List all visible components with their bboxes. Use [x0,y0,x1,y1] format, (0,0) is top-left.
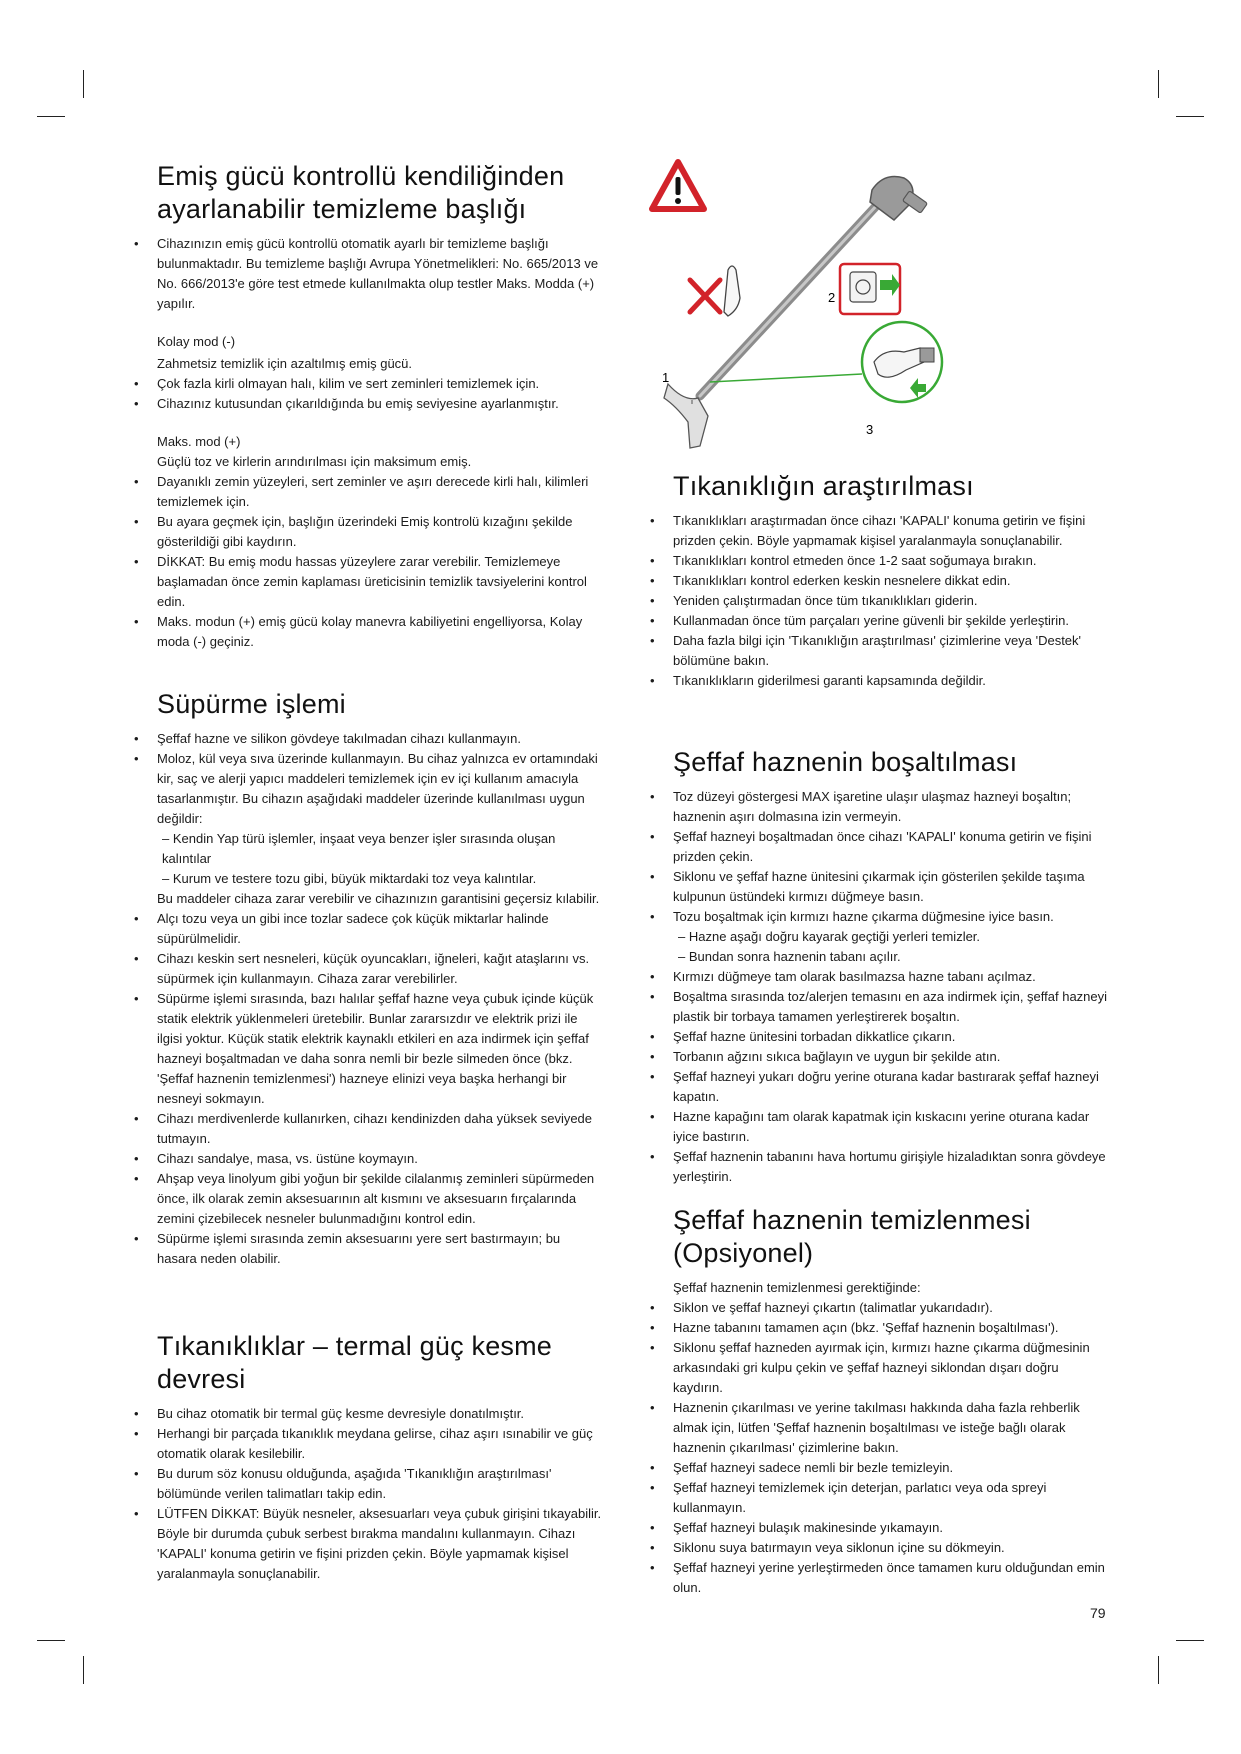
bullet-list [648,1298,1108,1598]
list-item: • Hazne tabanını tamamen açın (bkz. 'Şeffaf haznenin boşaltılması'). [648,1318,1108,1338]
list-item: • Süpürme işlemi sırasında, bazı halılar şeffaf hazne veya çubuk içinde küçük statik elektrik yüklenmeleri üretebilir. Bunlar zararsızdır ve elektrik prizi ile ilgisi yoktur. Küçük statik elektrik kaynaklı etkileri en aza indirmek için şeffaf hazneyi boşaltmadan ve daha sonra nemli bir bezle silmeden önce (bkz. 'Şeffaf haznenin temizlenmesi') hazneye elinizi veya başka herhangi bir nesneyi sokmayın. [132,989,602,1109]
bin-cleaning-section [648,1204,1108,1598]
list-item: • Maks. modun (+) emiş gücü kolay manevra kabiliyetini engelliyorsa, Kolay moda (-) geçiniz. [132,612,602,652]
list-item: • Siklonu şeffaf hazneden ayırmak için, kırmızı hazne çıkarma düğmesinin arkasındaki gri kulpu çekin ve şeffaf hazneyi siklondan dışarı doğru kaydırın. [648,1338,1108,1398]
list-item: • Cihazı sandalye, masa, vs. üstüne koymayın. [132,1149,602,1169]
list-item: • Cihazınız kutusundan çıkarıldığında bu emiş seviyesine ayarlanmıştır. [132,394,602,414]
list-item: • Cihazı merdivenlerde kullanırken, cihazı kendinizden daha yüksek seviyede tutmayın. [132,1109,602,1149]
list-item: • Cihazınızın emiş gücü kontrollü otomatik ayarlı bir temizleme başlığı bulunmaktadır. Bu temizleme başlığı Avrupa Yönetmelikleri: No. 665/2013 ve No. 666/2013'e göre test etmede kullanılmakta olup testler Maks. Modda (+) yapılır. [132,234,602,314]
bullet-list [132,472,602,652]
bullet-list [132,909,602,1269]
section-title: Süpürme işlemi [157,689,346,719]
list-item: • Ahşap veya linolyum gibi yoğun bir şekilde cilalanmış zeminleri süpürmeden önce, ilk olarak zemin aksesuarının alt kısmını ve aksesuarın fırçalarında zemini çizebilecek nesneler bulunmadığını kontrol edin. [132,1169,602,1229]
crop-mark [37,116,65,117]
list-item: • Bu cihaz otomatik bir termal güç kesme devresiyle donatılmıştır. [132,1404,602,1424]
mode-description: Güçlü toz ve kirlerin arındırılması için maksimum emiş. [157,454,472,469]
callout-label: 1 [662,370,670,385]
list-item: • Dayanıklı zemin yüzeyleri, sert zeminler ve aşırı derecede kirli halı, kilimleri temizlemek için. [132,472,602,512]
list-item: • Şeffaf hazneyi yerine yerleştirmeden önce tamamen kuru olduğundan emin olun. [648,1558,1108,1598]
list-item: • Haznenin çıkarılması ve yerine takılması hakkında daha fazla rehberlik almak için, lütfen 'Şeffaf haznenin boşaltılması ve isteğe bağlı olarak haznenin çıkarılması' çizimlerine bakın. [648,1398,1108,1458]
callout-label: 2 [828,290,836,305]
list-item: • Çok fazla kirli olmayan halı, kilim ve sert zeminleri temizlemek için. [132,374,602,394]
page-number: 79 [1090,1605,1106,1621]
blockage-check-section [648,470,1108,691]
bullet-list [648,511,1108,691]
warning-icon [652,162,704,209]
list-item: • Tıkanıklıkları kontrol etmeden önce 1-2 saat soğumaya bırakın. [648,551,1108,571]
list-item: • Hazne kapağını tam olarak kapatmak için kıskacını yerine oturana kadar iyice bastırın. [648,1107,1108,1147]
list-item: • Torbanın ağzını sıkıca bağlayın ve uygun bir şekilde atın. [648,1047,1108,1067]
crop-mark [1176,116,1204,117]
list-item: • Tıkanıklıkları kontrol ederken keskin nesnelere dikkat edin. [648,571,1108,591]
mode-description: Zahmetsiz temizlik için azaltılmış emiş gücü. [157,356,413,371]
list-item: • Süpürme işlemi sırasında zemin aksesuarını yere sert bastırmayın; bu hasara neden olabilir. [132,1229,602,1269]
bullet-list [648,787,1108,1187]
list-item: • Siklonu ve şeffaf hazne ünitesini çıkarmak için gösterilen şekilde taşıma kulpunun üstündeki kırmızı düğmeye basın. [648,867,1108,907]
callout-label: 3 [866,422,874,437]
bullet-list [132,1404,602,1584]
list-item: • Tozu boşaltmak için kırmızı hazne çıkarma düğmesine iyice basın. [648,907,1108,927]
list-item: • Toz düzeyi göstergesi MAX işaretine ulaşır ulaşmaz hazneyi boşaltın; haznenin aşırı dolmasına izin vermeyin. [648,787,1108,827]
vacuuming-section [132,688,602,1269]
paragraph: Şeffaf haznenin temizlenmesi gerektiğinde: [673,1280,921,1295]
list-item: • Şeffaf hazneyi sadece nemli bir bezle temizleyin. [648,1458,1108,1478]
bullet-list [132,374,602,414]
mode-heading-max: Maks. mod (+) [157,434,241,449]
crop-mark [83,1656,84,1684]
unplug-icon [840,264,900,314]
list-item: • Şeffaf hazneyi yukarı doğru yerine oturana kadar bastırarak şeffaf hazneyi kapatın. [648,1067,1108,1107]
list-item: • Kırmızı düğmeye tam olarak basılmazsa hazne tabanı açılmaz. [648,967,1108,987]
list-item: • Şeffaf hazneyi boşaltmadan önce cihazı 'KAPALI' konuma getirin ve fişini prizden çekin. [648,827,1108,867]
list-item: • Bu ayara geçmek için, başlığın üzerindeki Emiş kontrolü kızağını şekilde gösterildiği gibi kaydırın. [132,512,602,552]
list-item: • Moloz, kül veya sıva üzerinde kullanmayın. Bu cihaz yalnızca ev ortamındaki kir, saç ve alerji yapıcı maddeleri temizlemek için ev içi kullanım amacıyla tasarlanmıştır. Bu cihazın aşağıdaki maddeler üzerinde kullanılması uygun değildir: [132,749,602,829]
section-title: Tıkanıklığın araştırılması [673,471,974,501]
list-item: • Şeffaf hazneyi temizlemek için deterjan, parlatıcı veya oda spreyi kullanmayın. [648,1478,1108,1518]
do-not-touch-icon [690,266,740,316]
crop-mark [1158,70,1159,98]
list-item: • Siklonu suya batırmayın veya siklonun içine su dökmeyin. [648,1538,1108,1558]
section-title: Emiş gücü kontrollü kendiliğinden ayarlanabilir temizleme başlığı [157,161,565,224]
list-item: • Herhangi bir parçada tıkanıklık meydana gelirse, cihaz aşırı ısınabilir ve güç otomatik olarak kesilebilir. [132,1424,602,1464]
list-item: • Şeffaf hazne ve silikon gövdeye takılmadan cihazı kullanmayın. [132,729,602,749]
list-item: • Tıkanıklıkların giderilmesi garanti kapsamında değildir. [648,671,1108,691]
crop-mark [37,1640,65,1641]
crop-mark [83,70,84,98]
list-item: • Şeffaf hazne ünitesini torbadan dikkatlice çıkarın. [648,1027,1108,1047]
list-item: • Şeffaf haznenin tabanını hava hortumu girişiyle hizaladıktan sonra gövdeye yerleştirin. [648,1147,1108,1187]
sub-list-item: – Hazne aşağı doğru kayarak geçtiği yerleri temizler. [678,929,981,944]
sub-list-item: – Kendin Yap türü işlemler, inşaat veya benzer işler sırasında oluşan kalıntılar [162,831,556,866]
list-item: • Yeniden çalıştırmadan önce tüm tıkanıklıkları giderin. [648,591,1108,611]
list-item: • Boşaltma sırasında toz/alerjen temasını en aza indirmek için, şeffaf hazneyi plastik bir torbaya tamamen yerleştirerek boşaltın. [648,987,1108,1027]
bullet-list [132,729,602,889]
list-item: • Bu durum söz konusu olduğunda, aşağıda 'Tıkanıklığın araştırılması' bölümünde verilen talimatları takip edin. [132,1464,602,1504]
list-item: • Alçı tozu veya un gibi ince tozlar sadece çok küçük miktarlar halinde süpürülmelidir. [132,909,602,949]
thermal-cutout-section [132,1330,602,1584]
section-title: Tıkanıklıklar – termal güç kesme devresi [157,1331,553,1394]
sub-list-item: – Bundan sonra haznenin tabanı açılır. [678,949,901,964]
suction-head-section [132,160,602,652]
list-item: • Tıkanıklıkları araştırmadan önce cihazı 'KAPALI' konuma getirin ve fişini prizden çekin. Böyle yapmamak kişisel yaralanmayla sonuçlanabilir. [648,511,1108,551]
mode-heading-easy: Kolay mod (-) [157,334,236,349]
section-title: Şeffaf haznenin boşaltılması [673,747,1018,777]
blockage-illustration [648,152,993,457]
crop-mark [1176,1640,1204,1641]
list-item: • DİKKAT: Bu emiş modu hassas yüzeylere zarar verebilir. Temizlemeye başlamadan önce zemin kaplaması üreticisinin temizlik tavsiyelerini kontrol edin. [132,552,602,612]
list-item: • Daha fazla bilgi için 'Tıkanıklığın araştırılması' çizimlerine veya 'Destek' bölümüne bakın. [648,631,1108,671]
list-item: • LÜTFEN DİKKAT: Büyük nesneler, aksesuarları veya çubuk girişini tıkayabilir. Böyle bir durumda çubuk serbest bırakma mandalını kullanmayın. Cihazı 'KAPALI' konuma getirin ve fişini prizden çekin. Böyle yapmamak kişisel yaralanmayla sonuçlanabilir. [132,1504,602,1584]
list-item: • Cihazı keskin sert nesneleri, küçük oyuncakları, iğneleri, kağıt ataşlarını vs. süpürmek için kullanmayın. Cihaza zarar verebilirler. [132,949,602,989]
head-detach-icon [862,322,942,402]
paragraph: Bu maddeler cihaza zarar verebilir ve cihazınızın garantisini geçersiz kılabilir. [157,891,600,906]
list-item: • Siklon ve şeffaf hazneyi çıkartın (talimatlar yukarıdadır). [648,1298,1108,1318]
bullet-list [132,234,602,314]
crop-mark [1158,1656,1159,1684]
section-title: Şeffaf haznenin temizlenmesi (Opsiyonel) [673,1205,1031,1268]
list-item: • Şeffaf hazneyi bulaşık makinesinde yıkamayın. [648,1518,1108,1538]
bin-emptying-section [648,746,1108,1187]
list-item: • Kullanmadan önce tüm parçaları yerine güvenli bir şekilde yerleştirin. [648,611,1108,631]
sub-list-item: – Kurum ve testere tozu gibi, büyük miktardaki toz veya kalıntılar. [162,871,537,886]
